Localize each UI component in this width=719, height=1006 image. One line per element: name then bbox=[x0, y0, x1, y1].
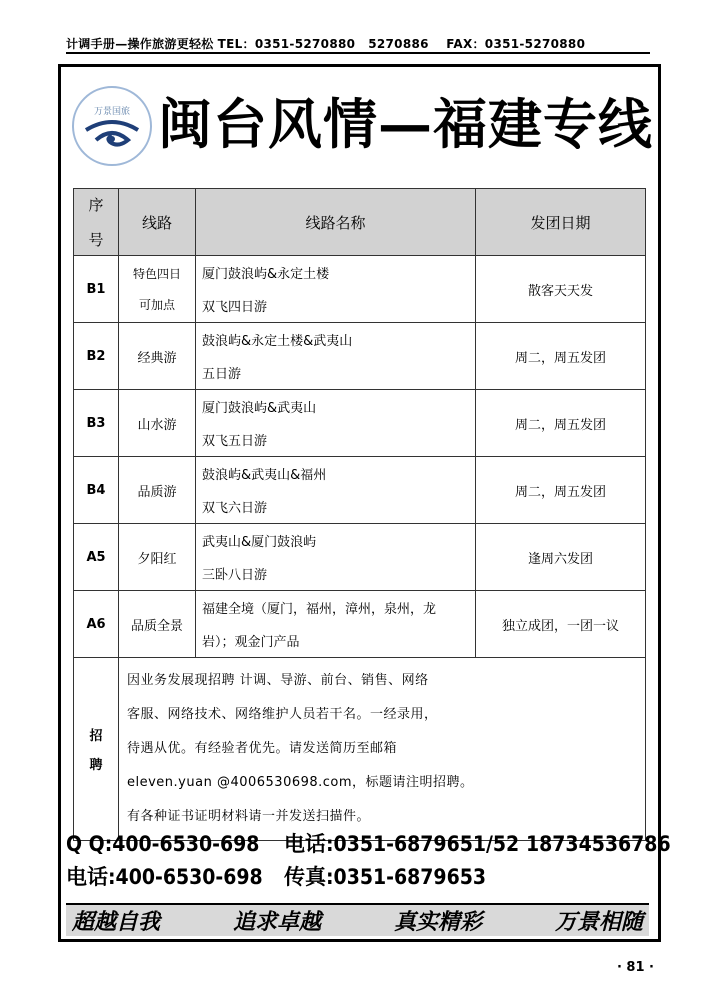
route-code: B4 bbox=[74, 457, 119, 524]
route-date: 独立成团，一团一议 bbox=[476, 591, 646, 658]
route-type: 山水游 bbox=[119, 390, 196, 457]
recruit-label-2: 聘 bbox=[89, 758, 103, 773]
recruit-line-5: 有各种证书证明材料请一并发送扫描件。 bbox=[127, 809, 371, 824]
slogan-3: 真实精彩 bbox=[393, 910, 482, 935]
route-date: 周二，周五发团 bbox=[476, 457, 646, 524]
route-date: 周二，周五发团 bbox=[476, 323, 646, 390]
table-row bbox=[74, 323, 646, 390]
route-name-line-2: 双飞四日游 bbox=[202, 300, 268, 315]
logo-swirl-icon bbox=[72, 86, 152, 166]
table-row bbox=[74, 591, 646, 658]
route-code: B2 bbox=[74, 323, 119, 390]
header-no bbox=[74, 189, 119, 256]
route-date: 周二，周五发团 bbox=[476, 390, 646, 457]
route-name-line-1: 厦门鼓浪屿&武夷山 bbox=[202, 401, 317, 416]
table-header-row bbox=[74, 189, 646, 256]
page-number: · 81 · bbox=[616, 960, 654, 975]
recruit-row bbox=[74, 658, 646, 841]
route-name-line-1: 厦门鼓浪屿&永定土楼 bbox=[202, 267, 330, 282]
route-name bbox=[196, 524, 476, 591]
slogan-1: 超越自我 bbox=[72, 910, 161, 935]
header-tel2: 5270886 bbox=[368, 37, 429, 51]
slogan-bar bbox=[66, 903, 649, 936]
route-name-line-1: 鼓浪屿&永定土楼&武夷山 bbox=[202, 334, 353, 349]
header-date: 发团日期 bbox=[476, 189, 646, 256]
routes-table bbox=[73, 188, 646, 841]
route-type-line-1: 特色四日 bbox=[132, 267, 181, 281]
table-row bbox=[74, 256, 646, 323]
header-name: 线路名称 bbox=[196, 189, 476, 256]
route-type: 品质全景 bbox=[119, 591, 196, 658]
table-row bbox=[74, 524, 646, 591]
route-name bbox=[196, 256, 476, 323]
route-name-line-2: 双飞六日游 bbox=[202, 501, 268, 516]
page-header bbox=[66, 34, 650, 54]
company-logo bbox=[72, 86, 152, 166]
header-slogan: 计调手册—操作旅游更轻松 bbox=[66, 37, 214, 51]
route-code: B1 bbox=[74, 256, 119, 323]
route-name-line-2: 五日游 bbox=[202, 367, 242, 382]
recruit-line-1: 因业务发展现招聘 计调、导游、前台、销售、网络 bbox=[127, 673, 429, 688]
header-no-2: 号 bbox=[88, 231, 104, 249]
header-tel: TEL：0351-5270880 bbox=[217, 37, 356, 51]
route-name-line-1: 福建全境（厦门，福州，漳州，泉州，龙 bbox=[202, 602, 437, 617]
route-type bbox=[119, 256, 196, 323]
qq-number: Q Q:400-6530-698 bbox=[66, 832, 260, 856]
recruit-label bbox=[74, 658, 119, 841]
slogan-2: 追求卓越 bbox=[232, 910, 321, 935]
fax-number: 传真:0351-6879653 bbox=[284, 865, 487, 889]
route-name bbox=[196, 323, 476, 390]
route-name bbox=[196, 390, 476, 457]
header-no-1: 序 bbox=[88, 196, 104, 214]
route-type-line-2: 可加点 bbox=[138, 298, 175, 312]
phone-number-2: 电话:400-6530-698 bbox=[66, 865, 263, 889]
route-name-line-2: 双飞五日游 bbox=[202, 434, 268, 449]
route-code: A6 bbox=[74, 591, 119, 658]
route-name-line-2: 岩）；观金门产品 bbox=[202, 635, 300, 650]
header-fax: FAX：0351-5270880 bbox=[446, 37, 586, 51]
recruit-notice bbox=[119, 658, 646, 841]
route-date: 散客天天发 bbox=[476, 256, 646, 323]
table-row bbox=[74, 390, 646, 457]
recruit-email-line: eleven.yuan @4006530698.com，标题请注明招聘。 bbox=[127, 775, 474, 790]
logo-text: 万景国旅 bbox=[93, 107, 130, 117]
route-type: 经典游 bbox=[119, 323, 196, 390]
header-type: 线路 bbox=[119, 189, 196, 256]
route-name-line-2: 三卧八日游 bbox=[202, 568, 268, 583]
phone-number: 电话:0351-6879651/52 bbox=[284, 832, 520, 856]
table-row bbox=[74, 457, 646, 524]
recruit-line-2: 客服、网络技术、网络维护人员若干名。一经录用， bbox=[127, 707, 438, 722]
recruit-line-3: 待遇从优。有经验者优先。请发送简历至邮箱 bbox=[127, 741, 398, 756]
route-type: 品质游 bbox=[119, 457, 196, 524]
route-name-line-1: 武夷山&厦门鼓浪屿 bbox=[202, 535, 317, 550]
route-name-line-1: 鼓浪屿&武夷山&福州 bbox=[202, 468, 327, 483]
route-date: 逢周六发团 bbox=[476, 524, 646, 591]
route-name bbox=[196, 457, 476, 524]
mobile-number: 18734536786 bbox=[526, 832, 671, 856]
route-code: A5 bbox=[74, 524, 119, 591]
contact-line-1 bbox=[66, 829, 671, 859]
route-code: B3 bbox=[74, 390, 119, 457]
contact-line-2 bbox=[66, 862, 666, 892]
slogan-4: 万景相随 bbox=[554, 910, 643, 935]
route-type: 夕阳红 bbox=[119, 524, 196, 591]
route-name bbox=[196, 591, 476, 658]
recruit-label-1: 招 bbox=[89, 729, 103, 744]
page-title: 闽台风情—福建专线 bbox=[158, 92, 653, 156]
